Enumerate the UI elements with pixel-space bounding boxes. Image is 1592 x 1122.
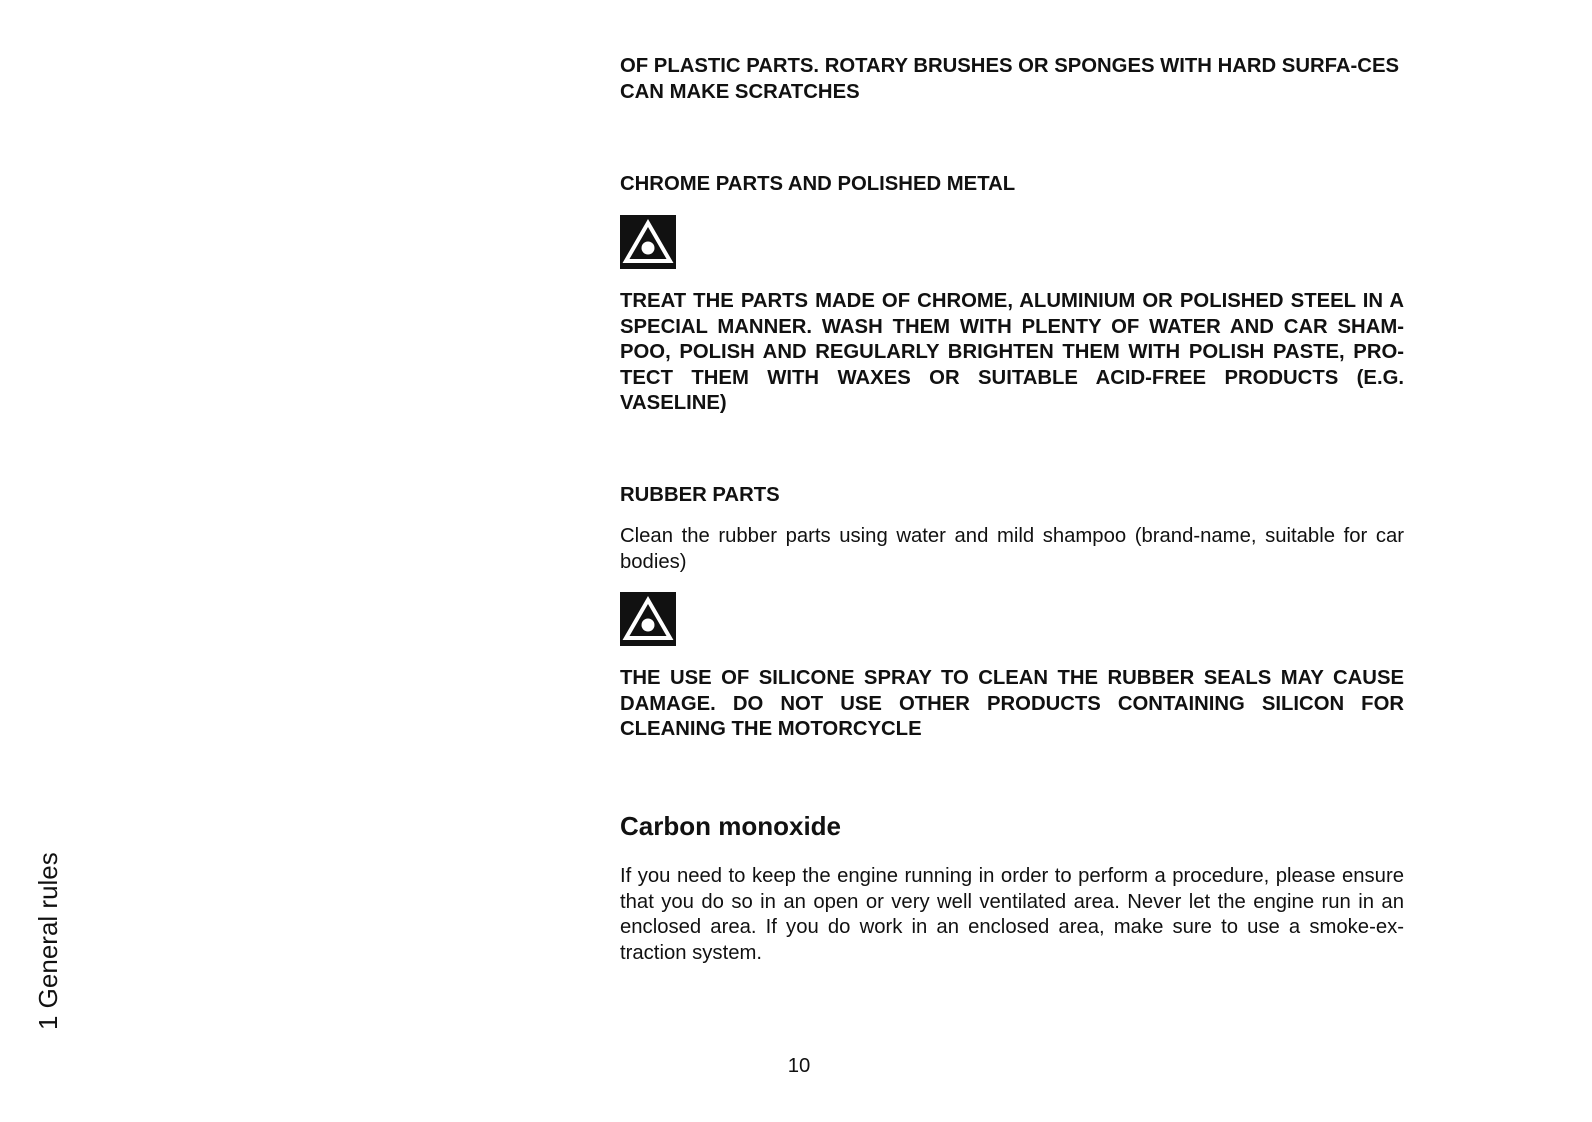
chrome-warning-block: [620, 289, 1404, 417]
chrome-warning-text: TREAT THE PARTS MADE OF CHROME, ALUMINIUM OR POLISHED STEEL IN A SPECIAL MANNER. WASH THEM WITH PLENTY OF WATER AND CAR SHAM-POO, POLISH AND REGULARLY BRIGHTEN THEM WITH POLISH PASTE, PRO-TECT THEM WITH WAXES OR SUITABLE ACID-FREE PRODUCTS (E.G. VASELINE): [620, 290, 1404, 414]
rubber-section-heading: RUBBER PARTS: [620, 484, 780, 506]
chrome-section-heading-block: [620, 172, 1404, 197]
rubber-section-heading-block: [620, 483, 1404, 508]
warning-triangle-icon: [620, 215, 676, 269]
rubber-body-block: [620, 524, 1404, 575]
carbon-body-block: [620, 864, 1404, 966]
chapter-side-label: 1 General rules: [33, 852, 63, 1030]
rubber-warning-block: [620, 666, 1404, 743]
rubber-warning-text: THE USE OF SILICONE SPRAY TO CLEAN THE RUBBER SEALS MAY CAUSE DAMAGE. DO NOT USE OTHER PRODUCTS CONTAINING SILICON FOR CLEANING THE MOTORCYCLE: [620, 667, 1404, 740]
carbon-section-heading: Carbon monoxide: [620, 811, 842, 841]
carbon-section-heading-block: [620, 811, 1404, 841]
chrome-section-heading: CHROME PARTS AND POLISHED METAL: [620, 173, 1016, 195]
warning-triangle-icon: [620, 592, 676, 646]
rubber-body-text: Clean the rubber parts using water and mild shampoo (brand-name, suitable for car bodies): [620, 525, 1404, 573]
page-number: 10: [787, 1055, 811, 1077]
intro-warning-block: [620, 54, 1404, 105]
carbon-body-text: If you need to keep the engine running in order to perform a procedure, please ensure that you do so in an open or very well ventilated area. Never let the engine run in an enclosed area. If you do work in an enclosed area, make sure to use a smoke-ex-traction system.: [620, 865, 1404, 964]
intro-warning-text: OF PLASTIC PARTS. ROTARY BRUSHES OR SPONGES WITH HARD SURFA-CES CAN MAKE SCRATCHES: [620, 55, 1399, 103]
